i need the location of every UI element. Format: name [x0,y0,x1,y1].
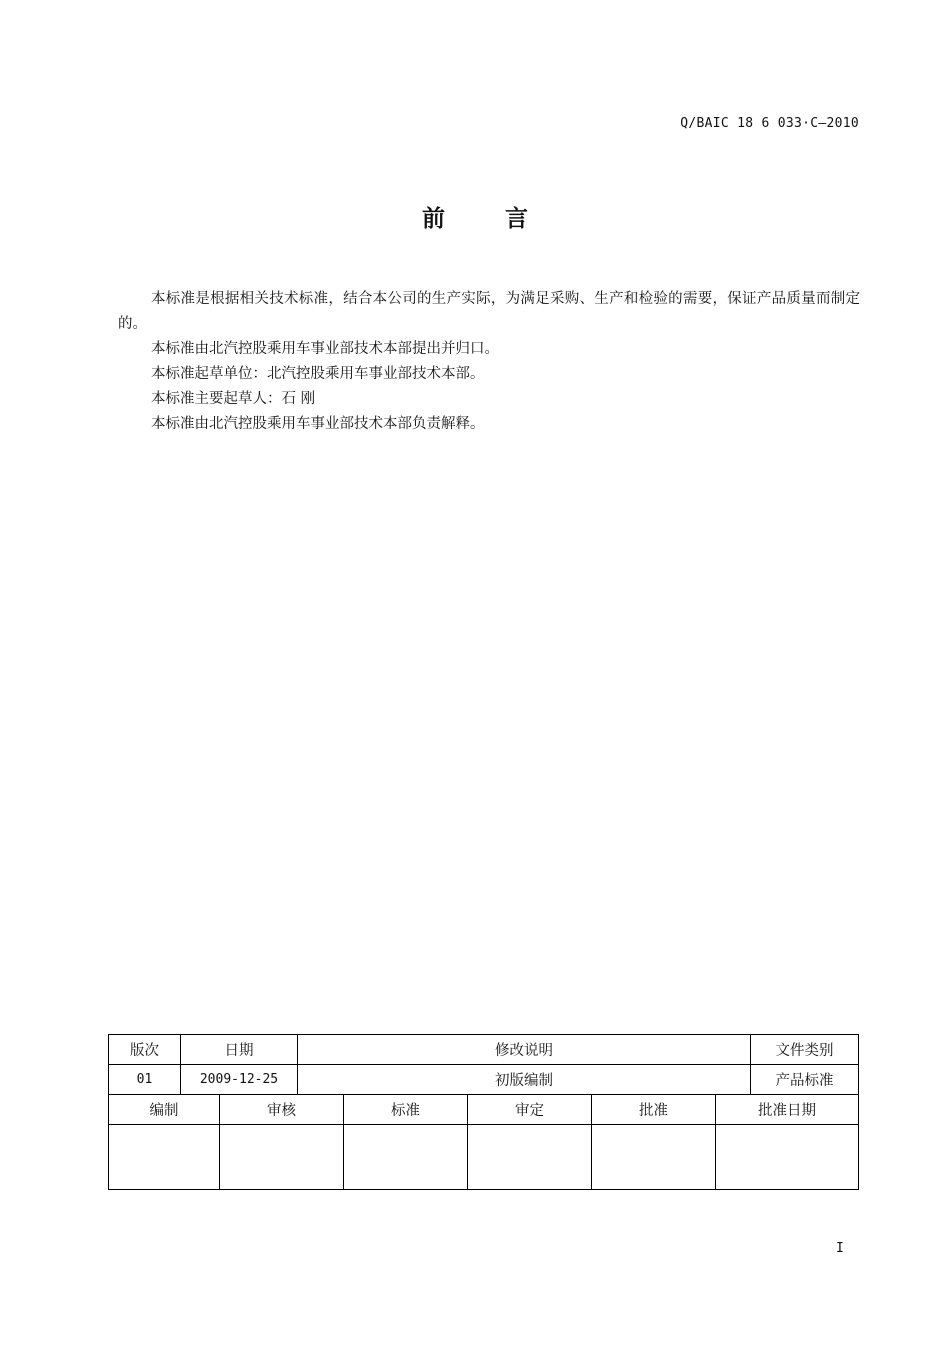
title-char-1: 前 [421,206,445,232]
paragraph-drafting-unit: 本标准起草单位：北汽控股乘用车事业部技术本部。 [151,366,485,382]
revision-table [108,1034,859,1190]
cell-reviewed [220,1125,344,1190]
cell-change-description: 初版编制 [298,1065,751,1095]
header-verified: 审定 [468,1095,592,1125]
cell-approval-date [716,1125,859,1190]
preface-body [118,287,860,437]
page-number: I [836,1241,844,1256]
approval-value-row [109,1125,859,1190]
header-approved: 批准 [592,1095,716,1125]
cell-version: 01 [109,1065,181,1095]
header-date: 日期 [181,1035,298,1065]
header-reviewed: 审核 [220,1095,344,1125]
header-change-description: 修改说明 [298,1035,751,1065]
title-char-2: 言 [505,206,528,232]
cell-document-type: 产品标准 [751,1065,859,1095]
approval-header-row [109,1095,859,1125]
header-compiled: 编制 [109,1095,220,1125]
revision-header-row [109,1035,859,1065]
header-standardized: 标准 [344,1095,468,1125]
cell-standardized [344,1125,468,1190]
paragraph-purpose: 本标准是根据相关技术标准，结合本公司的生产实际，为满足采购、生产和检验的需要，保证产品质量而制定的。 [118,291,860,332]
cell-date: 2009-12-25 [181,1065,298,1095]
cell-verified [468,1125,592,1190]
paragraph-drafter: 本标准主要起草人：石 刚 [151,391,316,407]
paragraph-proposer: 本标准由北汽控股乘用车事业部技术本部提出并归口。 [151,341,499,357]
header-document-type: 文件类别 [751,1035,859,1065]
cell-approved [592,1125,716,1190]
page-title [0,200,950,233]
cell-compiled [109,1125,220,1190]
header-approval-date: 批准日期 [716,1095,859,1125]
header-version: 版次 [109,1035,181,1065]
standard-code: Q/BAIC 18 6 033·C—2010 [680,116,859,131]
paragraph-interpretation: 本标准由北汽控股乘用车事业部技术本部负责解释。 [151,416,485,432]
revision-data-row [109,1065,859,1095]
